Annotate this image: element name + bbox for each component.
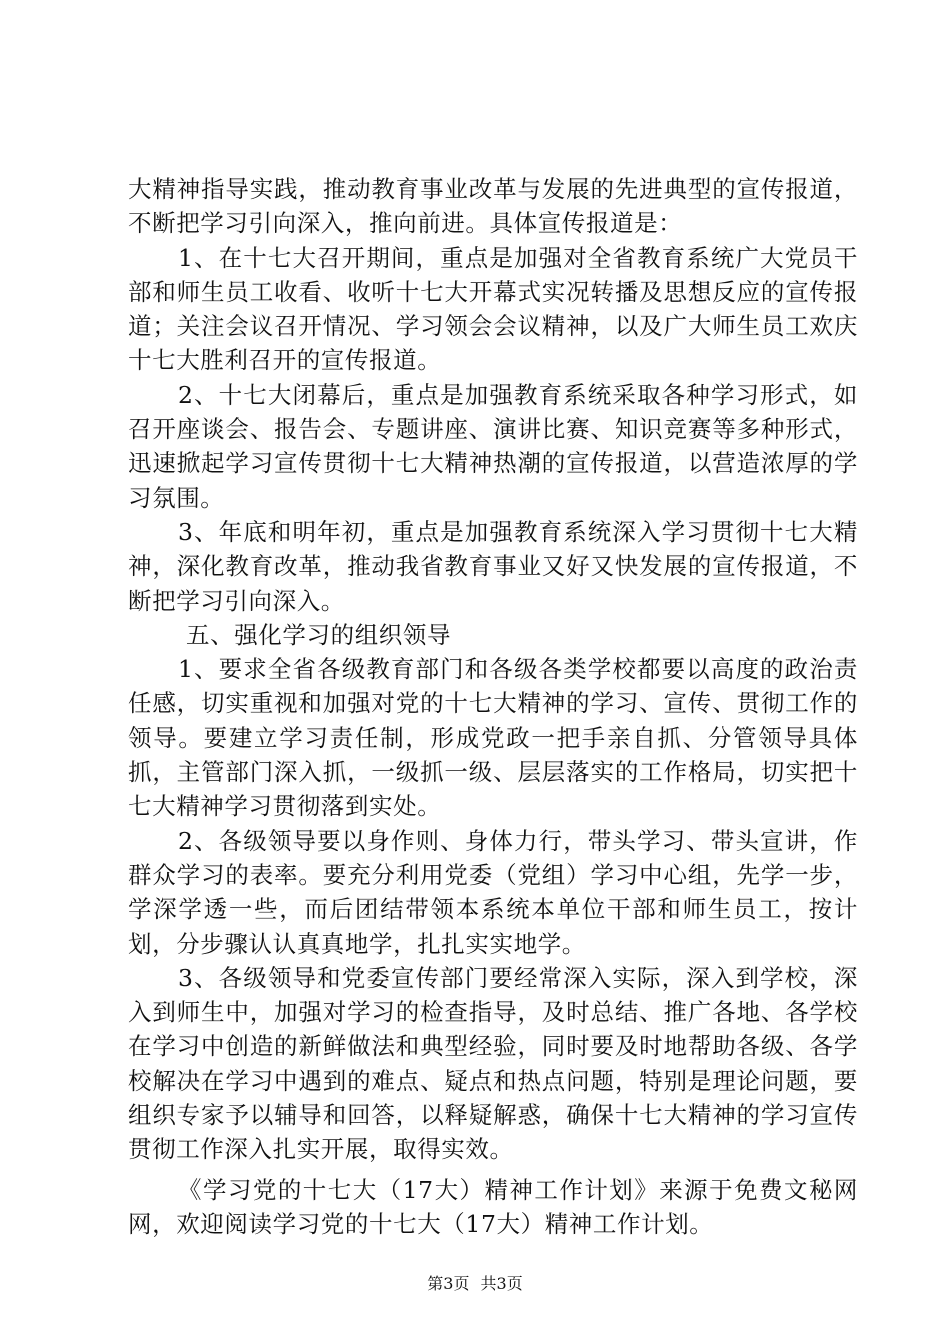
page-number: 第3页 [427, 1274, 470, 1293]
paragraph-item-3: 3、年底和明年初，重点是加强教育系统深入学习贯彻十七大精神，深化教育改革，推动我省教育事业又好又快发展的宣传报道，不断把学习引向深入。 [128, 517, 858, 615]
paragraph-section5-item-3: 3、各级领导和党委宣传部门要经常深入实际，深入到学校，深入到师生中，加强对学习的检查指导，及时总结、推广各地、各学校在学习中创造的新鲜做法和典型经验，同时要及时地帮助各级、各学校解决在学习中遇到的难点、疑点和热点问题，特别是理论问题，要组织专家予以辅导和回答，以释疑解惑，确保十七大精神的学习宣传贯彻工作深入扎实开展，取得实效。 [128, 963, 858, 1164]
page-total: 共3页 [480, 1274, 523, 1293]
paragraph-intro-continuation: 大精神指导实践，推动教育事业改革与发展的先进典型的宣传报道，不断把学习引向深入，推向前进。具体宣传报道是： [128, 175, 858, 238]
page-footer [0, 1274, 950, 1294]
paragraph-section5-item-1: 1、要求全省各级教育部门和各级各类学校都要以高度的政治责任感，切实重视和加强对党的十七大精神的学习、宣传、贯彻工作的领导。要建立学习责任制，形成党政一把手亲自抓、分管领导具体抓，主管部门深入抓，一级抓一级、层层落实的工作格局，切实把十七大精神学习贯彻落到实处。 [128, 655, 858, 821]
closing-note [128, 1173, 858, 1242]
section-heading-5: 五、强化学习的组织领导 [186, 620, 452, 649]
paragraph-section5-item-2: 2、各级领导要以身作则、身体力行，带头学习、带头宣讲，作群众学习的表率。要充分利用党委（党组）学习中心组，先学一步，学深学透一些，而后团结带领本系统本单位干部和师生员工，按计划，分步骤认认真真地学，扎扎实实地学。 [128, 826, 858, 958]
closing-paragraph: 《学习党的十七大（17大）精神工作计划》来源于免费文秘网网，欢迎阅读学习党的十七大（17大）精神工作计划。 [128, 1176, 858, 1239]
document-body [128, 172, 858, 1167]
paragraph-item-2: 2、十七大闭幕后，重点是加强教育系统采取各种学习形式，如召开座谈会、报告会、专题讲座、演讲比赛、知识竞赛等多种形式，迅速掀起学习宣传贯彻十七大精神热潮的宣传报道，以营造浓厚的学习氛围。 [128, 380, 858, 512]
paragraph-item-1: 1、在十七大召开期间，重点是加强对全省教育系统广大党员干部和师生员工收看、收听十七大开幕式实况转播及思想反应的宣传报道；关注会议召开情况、学习领会会议精神，以及广大师生员工欢庆十七大胜利召开的宣传报道。 [128, 243, 858, 375]
